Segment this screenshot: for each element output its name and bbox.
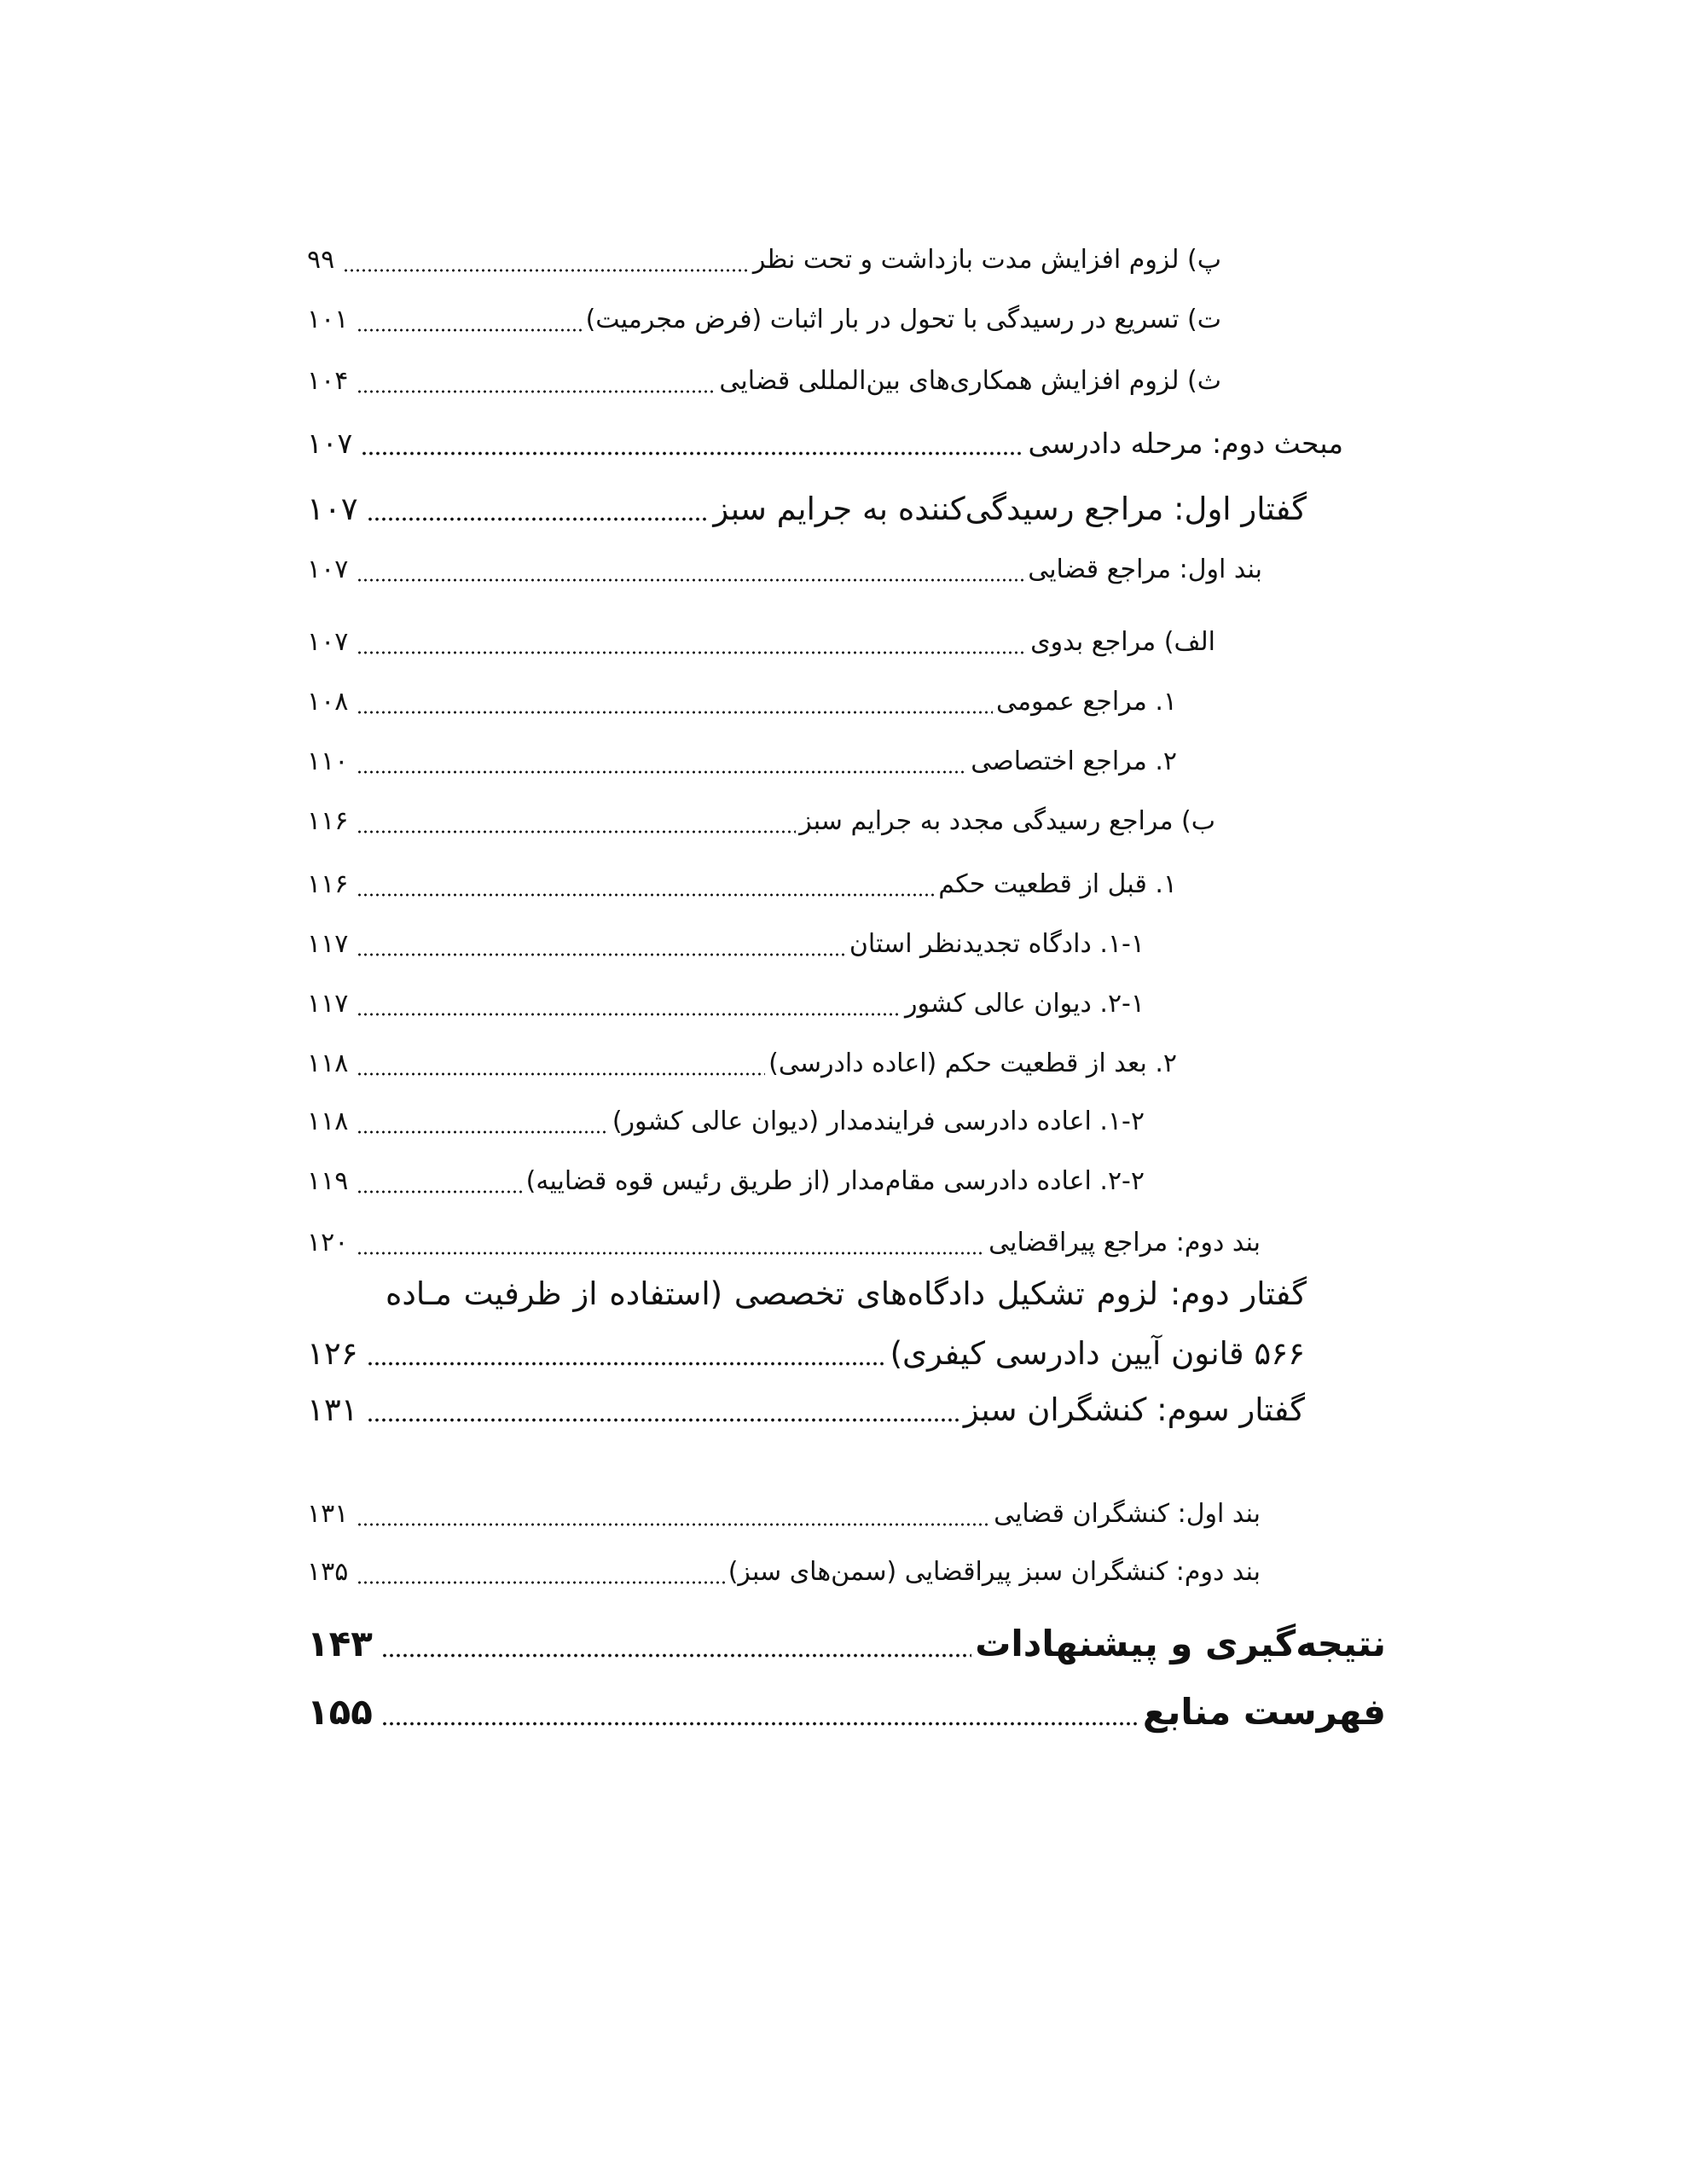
toc-entry[interactable]: [307, 1687, 1386, 1738]
page-number: ۱۰۷: [307, 627, 349, 657]
page-number: ۱۱۶: [307, 869, 349, 899]
page-number: ۱۰۱: [307, 305, 349, 334]
entry-title: بند اول: مراجع قضایی: [1028, 555, 1262, 584]
dot-leader: [381, 1722, 1139, 1726]
page-number: ۱۰۷: [307, 427, 353, 460]
page-number: ۱۲۶: [307, 1335, 358, 1372]
entry-title: ۲. بعد از قطعیت حکم (اعاده دادرسی): [768, 1048, 1177, 1078]
toc-entry[interactable]: [307, 1489, 1261, 1540]
entry-title: ۱-۲. اعاده دادرسی فرایندمدار (دیوان عالی کشور): [612, 1107, 1145, 1136]
dot-leader: [367, 517, 710, 521]
toc-entry[interactable]: [307, 294, 1221, 346]
page-number: ۱۳۵: [307, 1557, 349, 1587]
page-number: ۱۱۹: [307, 1166, 349, 1196]
page-number: ۱۳۱: [307, 1499, 349, 1529]
page-number: ۱۳۱: [307, 1391, 358, 1428]
dot-leader: [357, 1190, 522, 1194]
entry-title: ۲-۲. اعاده دادرسی مقام‌مدار (از طریق رئیس قوه قضاییه): [525, 1166, 1145, 1196]
page-number: ۱۱۸: [307, 1107, 349, 1136]
toc-entry[interactable]: [307, 1547, 1261, 1598]
entry-title: بند دوم: کنشگران سبز پیراقضایی (سمن‌های سبز): [728, 1557, 1261, 1587]
page-number: ۹۹: [307, 245, 335, 275]
dot-leader: [361, 451, 1024, 456]
dot-leader: [357, 1581, 724, 1584]
toc-entry[interactable]: [307, 1618, 1386, 1670]
entry-title: فهرست منابع: [1142, 1691, 1386, 1733]
dot-leader: [367, 1418, 960, 1422]
dot-leader: [357, 893, 935, 897]
page-number: ۱۲۰: [307, 1228, 349, 1258]
entry-title-line1[interactable]: گفتار دوم: لزوم تشکیل دادگاه‌های تخصصی (استفاده از ظرفیت مـاده: [386, 1275, 1307, 1312]
entry-title: ت) تسریع در رسیدگی با تحول در بار اثبات (فرض مجرمیت): [585, 305, 1221, 334]
dot-leader: [357, 1523, 990, 1526]
dot-leader: [357, 1252, 985, 1255]
dot-leader: [343, 269, 750, 272]
toc-entry[interactable]: [307, 1156, 1145, 1207]
entry-title: ۲-۱. دیوان عالی کشور: [905, 989, 1145, 1019]
dot-leader: [357, 390, 716, 393]
entry-title: الف) مراجع بدوی: [1030, 627, 1215, 657]
toc-entry[interactable]: [307, 484, 1307, 535]
entry-title: ث) لزوم افزایش همکاری‌های بین‌المللی قضایی: [719, 366, 1221, 396]
dot-leader: [367, 1362, 887, 1366]
dot-leader: [357, 953, 845, 956]
dot-leader: [357, 1130, 608, 1134]
page-number: ۱۴۳: [307, 1623, 373, 1664]
page-number: ۱۰۷: [307, 491, 358, 527]
page-number: ۱۰۸: [307, 687, 349, 717]
entry-title: بند اول: کنشگران قضایی: [994, 1499, 1261, 1529]
toc-entry[interactable]: [307, 1217, 1261, 1269]
page-number: ۱۱۷: [307, 989, 349, 1019]
entry-title: ۱-۱. دادگاه تجدیدنظر استان: [849, 929, 1145, 959]
dot-leader: [357, 1072, 765, 1076]
entry-title: ۵۶۶ قانون آیین دادرسی کیفری): [890, 1335, 1305, 1372]
entry-title: بند دوم: مراجع پیراقضایی: [988, 1228, 1261, 1258]
entry-title: پ) لزوم افزایش مدت بازداشت و تحت نظر: [752, 245, 1221, 275]
page-number: ۱۰۷: [307, 555, 349, 584]
page-number: ۱۱۸: [307, 1048, 349, 1078]
entry-title: گفتار اول: مراجع رسیدگی‌کننده به جرایم سبز: [713, 491, 1307, 527]
entry-title: ب) مراجع رسیدگی مجدد به جرایم سبز: [799, 806, 1215, 836]
entry-title: نتیجه‌گیری و پیشنهادات: [975, 1623, 1386, 1664]
toc-entry[interactable]: [307, 418, 1343, 469]
toc-entry[interactable]: [307, 859, 1177, 910]
page-number: ۱۵۵: [307, 1691, 373, 1733]
dot-leader: [357, 711, 993, 714]
toc-entry[interactable]: [307, 544, 1262, 595]
toc-entry[interactable]: [307, 796, 1215, 847]
dot-leader: [381, 1653, 971, 1658]
toc-entry[interactable]: [307, 677, 1177, 728]
dot-leader: [357, 1013, 901, 1016]
toc-entry[interactable]: [307, 1038, 1177, 1089]
entry-title: مبحث دوم: مرحله دادرسی: [1028, 427, 1343, 460]
entry-title: ۱. مراجع عمومی: [995, 687, 1177, 717]
page-number: ۱۱۶: [307, 806, 349, 836]
page-number: ۱۰۴: [307, 366, 349, 396]
dot-leader: [357, 830, 796, 834]
dot-leader: [357, 328, 582, 332]
entry-title: ۲. مراجع اختصاصی: [971, 746, 1177, 776]
toc-entry[interactable]: [307, 736, 1177, 787]
dot-leader: [357, 770, 967, 774]
toc-entry[interactable]: [307, 617, 1215, 668]
toc-entry[interactable]: [307, 919, 1145, 970]
page-number: ۱۱۰: [307, 746, 349, 776]
page-number: ۱۱۷: [307, 929, 349, 959]
toc-entry[interactable]: [307, 1096, 1145, 1147]
entry-title: ۱. قبل از قطعیت حکم: [938, 869, 1177, 899]
toc-entry[interactable]: [307, 1328, 1305, 1380]
entry-title: گفتار سوم: کنشگران سبز: [963, 1391, 1305, 1428]
dot-leader: [357, 651, 1027, 654]
toc-entry[interactable]: [307, 1385, 1305, 1436]
toc-entry[interactable]: [307, 356, 1221, 407]
dot-leader: [357, 578, 1024, 582]
toc-entry[interactable]: [307, 979, 1145, 1030]
toc-entry[interactable]: [307, 235, 1221, 286]
